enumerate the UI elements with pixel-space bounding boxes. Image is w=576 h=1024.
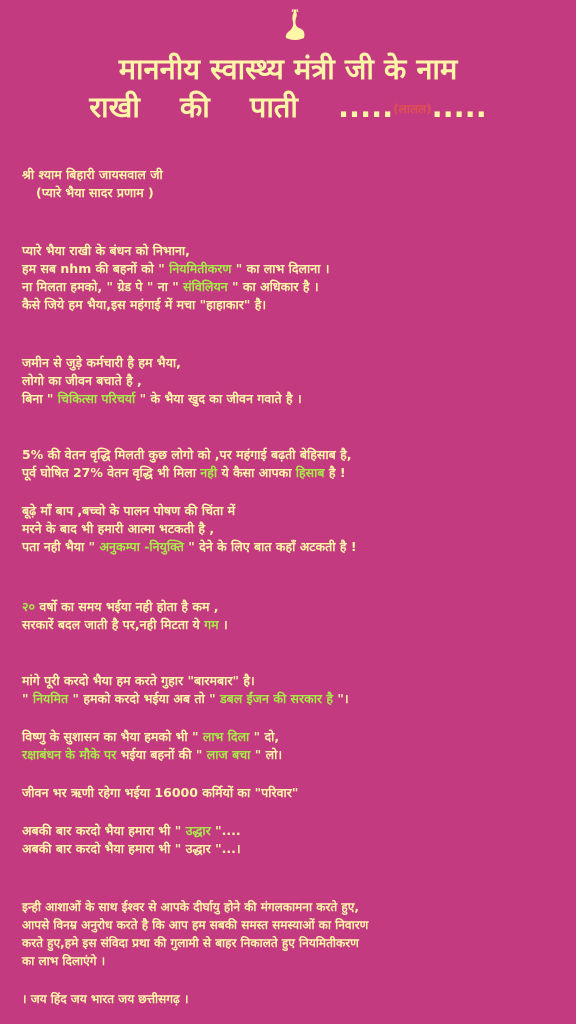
highlight-text: नियमित <box>32 691 69 706</box>
text-line: कैसे जिये हम भैया,इस महंगाई में मचा "हाहाकार" है। <box>22 297 267 312</box>
text-line: मरने के बाद भी हमारी आत्मा भटकती है , <box>22 521 215 536</box>
title-dots: .....(लालल)..... <box>338 90 487 124</box>
text-line: हम सब nhm की बहनों को " नियमितीकरण " का लाभ दिलाना । <box>22 261 330 276</box>
text-line: का लाभ दिलाएंगे । <box>22 954 106 968</box>
highlight-text: संविलियन <box>183 279 228 294</box>
text-line: ना मिलता हमको, " ग्रेड पे " ना " संविलियन " का अधिकार है । <box>22 279 319 294</box>
highlight-text: चिकित्सा परिचर्या <box>57 391 136 406</box>
highlight-text: गम <box>204 617 219 632</box>
paragraph-5 <box>22 598 562 634</box>
title-word: पाती <box>249 90 298 124</box>
paragraph-4 <box>22 502 562 556</box>
page-subtitle <box>0 88 576 128</box>
text-line: विष्णु के सुशासन का भैया हमको भी " लाभ दिला " दो, <box>22 729 280 744</box>
text-line: करते हुए,हमे इस संविदा प्रथा की गुलामी से बाहर निकालते हुए नियमितीकरण <box>22 936 359 950</box>
paragraph-7 <box>22 728 562 764</box>
highlight-text: डबल ईंजन की सरकार है <box>219 691 334 706</box>
title-word: की <box>179 90 210 124</box>
greeting-line: श्री श्याम बिहारी जायसवाल जी <box>22 167 163 182</box>
text-line: २० वर्षो का समय भईया नही होता है कम , <box>22 599 219 614</box>
highlight-text: उद्धार <box>185 823 211 838</box>
sign-off: । जय हिंद जय भारत जय छत्तीसगढ़ । <box>22 992 189 1006</box>
page-title: माननीय स्वास्थ्य मंत्री जी के नाम <box>118 52 458 86</box>
highlight-text: नियमितीकरण <box>164 261 236 276</box>
greeting-line: (प्यारे भैया सादर प्रणाम ) <box>36 185 154 200</box>
text-line: अबकी बार करदो भैया हमारा भी " उद्धार "...। <box>22 841 241 856</box>
highlight-text: २० <box>22 599 36 614</box>
text-line: रक्षाबंधन के मौके पर भईया बहनों की " लाज बचा " लो। <box>22 747 283 762</box>
paragraph-6 <box>22 672 562 708</box>
title-small-text: (लालल) <box>393 102 432 116</box>
text-line: मांगे पूरी करदो भैया हम करते गुहार "बारमबार" है। <box>22 673 255 688</box>
text-line: प्यारे भैया राखी के बंधन को निभाना, <box>22 243 190 258</box>
text-line: सरकारें बदल जाती है पर,नही मिटता ये गम । <box>22 617 228 632</box>
text-line: पता नही भैया " अनुकम्पा -नियुक्ति " देने के लिए बात कहाँ अटकती है ! <box>22 539 357 554</box>
highlight-text: अनुकम्पा -नियुक्ति <box>99 539 184 554</box>
title-word: राखी <box>89 90 140 124</box>
highlight-text: हिसाब <box>295 465 325 480</box>
closing-paragraph <box>22 898 562 1008</box>
highlight-text: रक्षाबंधन के मौके पर <box>22 747 117 762</box>
text-line: जीवन भर ऋणी रहेगा भईया 16000 कर्मियों का "परिवार" <box>22 785 299 800</box>
paragraph-8 <box>22 784 562 802</box>
text-line: लोगो का जीवन बचाते है , <box>22 373 142 388</box>
peacock-logo-icon <box>282 8 308 42</box>
text-line: बूढ़े माँ बाप ,बच्चो के पालन पोषण की चिंता में <box>22 503 236 518</box>
paragraph-2 <box>22 354 562 408</box>
highlight-text: लाभ दिला <box>202 729 250 744</box>
text-line: बिना " चिकित्सा परिचर्या " के भैया खुद का जीवन गवाते है । <box>22 391 302 406</box>
text-line: जमीन से जुड़े कर्मचारी है हम भैया, <box>22 355 181 370</box>
greeting <box>22 166 562 202</box>
text-line: आपसे विनम्र अनुरोध करते है कि आप हम सबकी समस्त समस्याओं का निवारण <box>22 918 369 932</box>
paragraph-9 <box>22 822 562 858</box>
highlight-text: लाज बचा <box>206 747 251 762</box>
text-line: पूर्व घोषित 27% वेतन वृद्धि भी मिला नही ये कैसा आपका हिसाब है ! <box>22 465 346 480</box>
highlight-text: नही <box>200 465 218 480</box>
text-line: 5% की वेतन वृद्धि मिलती कुछ लोगो को ,पर महंगाई बढ़ती बेहिसाब है, <box>22 447 352 462</box>
paragraph-3 <box>22 446 562 482</box>
paragraph-1 <box>22 242 562 314</box>
text-line: इन्ही आशाओं के साथ ईश्वर से आपके दीर्घायु होने की मंगलकामना करते हुए, <box>22 900 359 914</box>
text-line: " नियमित " हमको करदो भईया अब तो " डबल ईंजन की सरकार है "। <box>22 691 349 706</box>
text-line: अबकी बार करदो भैया हमारा भी " उद्धार ".... <box>22 823 241 838</box>
